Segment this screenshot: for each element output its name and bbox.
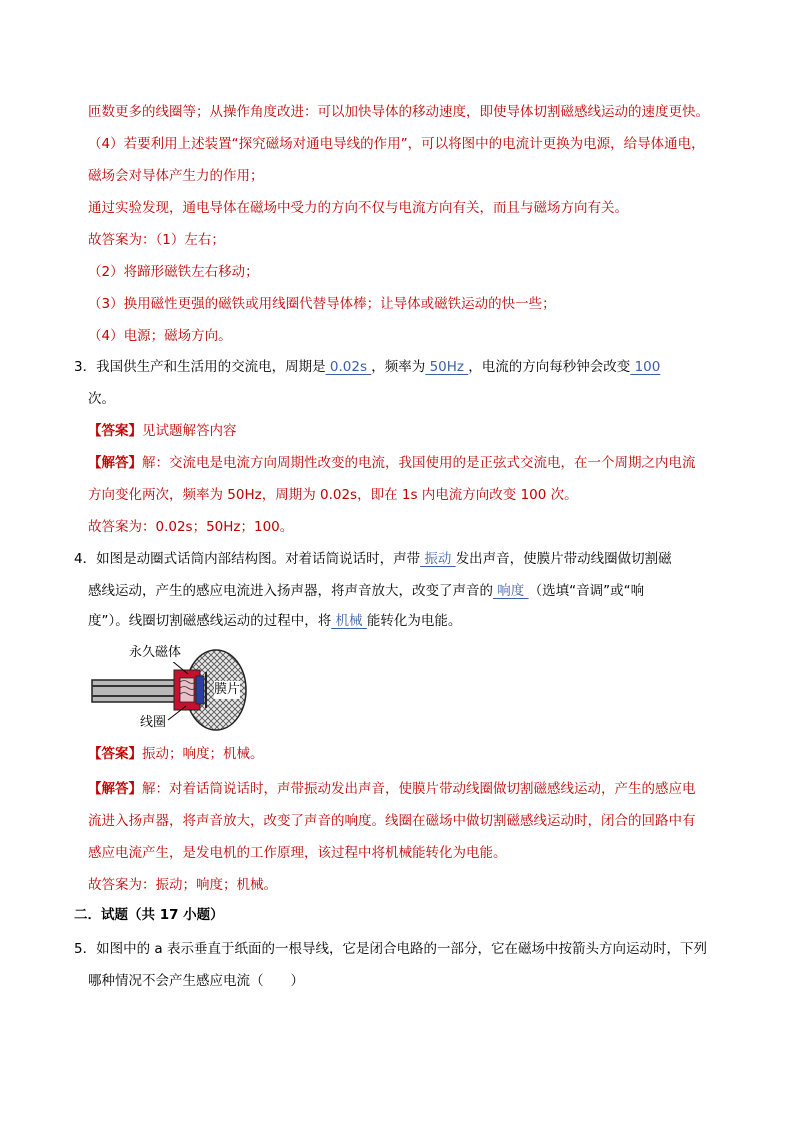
answer-blank: 100	[630, 359, 661, 375]
question-3-stem-cont: 次。	[88, 391, 115, 407]
answer-blank: 50Hz	[425, 359, 469, 375]
handle-shape	[92, 680, 176, 702]
question-text: 3．我国供生产和生活用的交流电，周期是	[74, 359, 326, 375]
answer-line	[88, 745, 264, 763]
final-answer: 故答案为：0.02s；50Hz；100。	[88, 519, 294, 535]
question-text: ，电流的方向每秒钟会改变	[468, 359, 631, 375]
label-diaphragm: 膜片	[214, 682, 241, 697]
explain-line: 感应电流产生，是发电机的工作原理，该过程中将机械能转化为电能。	[88, 845, 507, 861]
answer-text: 振动；响度；机械。	[142, 746, 264, 762]
coil-shape	[196, 676, 204, 704]
text-line: 磁场会对导体产生力的作用；	[88, 168, 264, 184]
answer-blank: 响度	[493, 583, 529, 599]
explain-text: 解：对着话筒说话时，声带振动发出声音，使膜片带动线圈做切割磁感线运动，产生的感应电	[142, 781, 696, 797]
text-line: 故答案为：（1）左右；	[88, 232, 225, 248]
answer-blank: 0.02s	[325, 359, 372, 375]
text-line: （4）若要利用上述装置“探究磁场对通电导线的作用”，可以将图中的电流计更换为电源，给导体通电，	[88, 136, 705, 152]
question-3-stem	[74, 358, 660, 376]
explain-line	[88, 780, 696, 798]
section-title: 二．试题（共 17 小题）	[74, 907, 224, 923]
text-line: 匝数更多的线圈等；从操作角度改进：可以加快导体的移动速度，即使导体切割磁感线运动的速度更快。	[88, 104, 709, 120]
text-line: （2）将蹄形磁铁左右移动；	[88, 264, 259, 280]
explain-line: 流进入扬声器，将声音放大，改变了声音的响度。线圈在磁场中做切割磁感线运动时，闭合的回路中有	[88, 813, 696, 829]
text-line: 通过实验发现，通电导体在磁场中受力的方向不仅与电流方向有关，而且与磁场方向有关。	[88, 200, 628, 216]
question-text: 度”）。线圈切割磁感线运动的过程中，将	[88, 613, 332, 629]
final-answer: 故答案为：振动；响度；机械。	[88, 877, 277, 893]
explain-line	[88, 454, 696, 472]
question-text: （选填“音调”或“响	[528, 583, 645, 599]
question-text: 4．如图是动圈式话筒内部结构图。对着话筒说话时，声带	[74, 551, 421, 567]
question-4-stem-cont	[88, 582, 644, 600]
answer-text: 见试题解答内容	[142, 423, 237, 439]
label-permanent-magnet: 永久磁体	[129, 645, 182, 660]
answer-blank: 机械	[331, 613, 367, 629]
answer-blank: 振动	[420, 551, 456, 567]
text-line: （4）电源；磁场方向。	[88, 328, 232, 344]
question-text: 感线运动，产生的感应电流进入扬声器，将声音放大，改变了声音的	[88, 583, 493, 599]
question-4-stem-cont	[88, 612, 461, 630]
question-text: 能转化为电能。	[366, 613, 462, 629]
text-line: （3）换用磁性更强的磁铁或用线圈代替导体棒；让导体或磁铁运动的快一些；	[88, 296, 556, 312]
explain-text: 解：交流电是电流方向周期性改变的电流，我国使用的是正弦式交流电，在一个周期之内电流	[142, 455, 696, 471]
answer-tag: 【答案】	[88, 423, 142, 439]
microphone-diagram	[88, 640, 258, 740]
explain-tag: 【解答】	[88, 455, 142, 471]
explain-tag: 【解答】	[88, 781, 142, 797]
question-5-stem: 5．如图中的 a 表示垂直于纸面的一根导线，它是闭合电路的一部分，它在磁场中按箭头方向运动时，下列	[74, 941, 707, 957]
explain-line: 方向变化两次，频率为 50Hz，周期为 0.02s，即在 1s 内电流方向改变 100 次。	[88, 487, 578, 503]
answer-tag: 【答案】	[88, 746, 142, 762]
question-4-stem	[74, 550, 672, 568]
question-text: ，频率为	[371, 359, 426, 375]
question-5-stem-cont: 哪种情况不会产生感应电流（ ）	[88, 973, 304, 989]
label-coil: 线圈	[140, 715, 167, 730]
question-text: 发出声音，使膜片带动线圈做切割磁	[455, 551, 672, 567]
answer-line	[88, 422, 237, 440]
